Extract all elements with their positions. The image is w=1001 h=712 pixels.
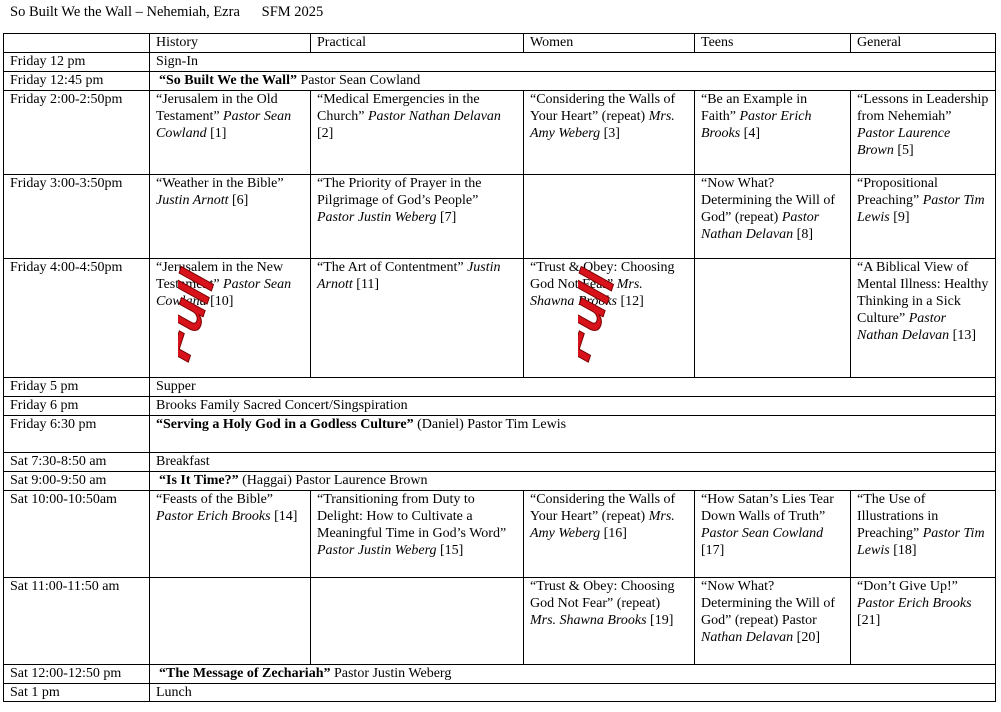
session-speaker: Pastor Sean Cowland <box>156 277 292 309</box>
session-number: [4] <box>740 126 760 141</box>
session-cell <box>695 491 851 578</box>
empty-cell <box>311 578 524 665</box>
session-speaker: Pastor Justin Weberg <box>317 210 437 225</box>
session-cell <box>851 91 996 175</box>
session-title: “Trust & Obey: Choosing God Not Fear” (repeat) <box>530 579 675 611</box>
session-title: “Transitioning from Duty to Delight: How to Cultivate a Meaningful Time in God’s Word” <box>317 492 507 541</box>
row-sat-10am <box>4 491 996 578</box>
session-speaker: Pastor Sean Cowland <box>296 73 421 88</box>
event-cell: Breakfast <box>150 453 996 472</box>
session-title: “Don’t Give Up!” <box>857 579 958 594</box>
header-time <box>4 34 150 53</box>
document-title <box>10 4 323 21</box>
empty-cell <box>695 259 851 378</box>
session-title: “The Art of Contentment” <box>317 260 468 275</box>
session-title: “Lessons in Leadership from Nehemiah” <box>857 92 989 124</box>
session-cell <box>311 259 524 378</box>
event-cell: Lunch <box>150 684 996 702</box>
row-signin <box>4 53 996 72</box>
session-number: [5] <box>893 143 914 158</box>
session-speaker: Pastor Tim Lewis <box>857 193 985 225</box>
session-cell <box>851 175 996 259</box>
session-title: “Weather in the Bible” <box>156 176 284 191</box>
session-number: [10] <box>206 294 234 309</box>
time-cell: Friday 12:45 pm <box>4 72 150 91</box>
row-supper <box>4 378 996 397</box>
svg-text:Full: Full <box>578 264 626 365</box>
session-title: “A Biblical View of Mental Illness: Healthy Thinking in a Sick Culture” <box>857 260 989 326</box>
time-cell: Friday 12 pm <box>4 53 150 72</box>
session-cell <box>851 259 996 378</box>
session-speaker: Nathan Delavan <box>701 630 794 645</box>
session-title: “Jerusalem in the Old Testament” <box>156 92 278 124</box>
header-teens: Teens <box>695 34 851 53</box>
session-title: “Trust & Obey: Choosing God Not Fear” <box>530 260 675 292</box>
session-speaker: Pastor Erich Brooks <box>701 109 812 141</box>
session-title: “Is It Time?” <box>159 473 239 488</box>
event-cell: Sign-In <box>150 53 996 72</box>
empty-cell <box>150 578 311 665</box>
row-friday-3pm <box>4 175 996 259</box>
session-number: [9] <box>889 210 910 225</box>
session-cell <box>524 91 695 175</box>
empty-cell <box>524 175 695 259</box>
session-cell <box>524 259 695 378</box>
session-cell <box>311 91 524 175</box>
session-title: “Now What? Determining the Will of God” (repeat) <box>701 176 836 225</box>
session-title: “The Priority of Prayer in the Pilgrimage of God’s People” <box>317 176 482 208</box>
session-speaker: Pastor Sean Cowland <box>701 526 824 541</box>
session-number: [12] <box>616 294 644 309</box>
session-cell <box>150 491 311 578</box>
session-cell <box>311 175 524 259</box>
header-history: History <box>150 34 311 53</box>
row-lunch <box>4 684 996 702</box>
session-number: [18] <box>889 543 917 558</box>
session-title: “Serving a Holy God in a Godless Culture” <box>156 417 414 432</box>
time-cell: Sat 1 pm <box>4 684 150 702</box>
session-number: [3] <box>600 126 620 141</box>
session-cell <box>150 91 311 175</box>
session-cell <box>695 91 851 175</box>
session-number: [6] <box>228 193 249 208</box>
session-title: “Feasts of the Bible” <box>156 492 274 507</box>
session-cell <box>695 578 851 665</box>
title-text: So Built We the Wall – Nehemiah, Ezra <box>10 4 240 20</box>
session-speaker: Mrs. Amy Weberg <box>530 509 675 541</box>
session-title: “Considering the Walls of Your Heart” (repeat) <box>530 92 676 124</box>
header-women: Women <box>524 34 695 53</box>
session-speaker: Pastor Erich Brooks <box>156 509 271 524</box>
session-cell <box>851 578 996 665</box>
session-number: [7] <box>436 210 457 225</box>
time-cell: Sat 9:00-9:50 am <box>4 472 150 491</box>
time-cell: Friday 5 pm <box>4 378 150 397</box>
plenary-cell <box>150 416 996 453</box>
session-speaker: Pastor Sean Cowland <box>156 109 292 141</box>
row-sat-11am <box>4 578 996 665</box>
session-cell <box>524 491 695 578</box>
session-number: [8] <box>793 227 813 242</box>
header-practical: Practical <box>311 34 524 53</box>
row-friday-2pm <box>4 91 996 175</box>
session-number: [15] <box>436 543 464 558</box>
time-cell: Sat 12:00-12:50 pm <box>4 665 150 684</box>
session-title: “Medical Emergencies in the Church” <box>317 92 480 124</box>
row-evening-session <box>4 416 996 453</box>
session-speaker: (Haggai) Pastor Laurence Brown <box>238 473 428 488</box>
time-cell: Sat 7:30-8:50 am <box>4 453 150 472</box>
time-cell: Friday 6:30 pm <box>4 416 150 453</box>
time-cell: Friday 6 pm <box>4 397 150 416</box>
session-number: [2] <box>317 126 334 141</box>
row-sat-9am <box>4 472 996 491</box>
session-title: “Jerusalem in the New Testament” <box>156 260 284 292</box>
session-number: [21] <box>857 613 881 628</box>
session-title: “Propositional Preaching” <box>857 176 938 208</box>
session-number: [1] <box>206 126 227 141</box>
time-cell: Friday 2:00-2:50pm <box>4 91 150 175</box>
session-cell <box>311 491 524 578</box>
session-number: [14] <box>270 509 298 524</box>
row-opening-session <box>4 72 996 91</box>
session-title: “How Satan’s Lies Tear Down Walls of Truth” <box>701 492 834 524</box>
event-cell: Brooks Family Sacred Concert/Singspiration <box>150 397 996 416</box>
session-title: “The Message of Zechariah” <box>159 666 331 681</box>
session-title: “So Built We the Wall” <box>159 73 297 88</box>
row-friday-4pm <box>4 259 996 378</box>
session-speaker: Mrs. Shawna Brooks <box>530 613 647 628</box>
session-speaker: Pastor Erich Brooks <box>857 596 972 611</box>
svg-text:Full: Full <box>178 264 226 365</box>
session-cell <box>150 175 311 259</box>
session-speaker: Pastor Nathan Delavan <box>367 109 501 124</box>
session-number: [19] <box>646 613 674 628</box>
time-cell: Sat 10:00-10:50am <box>4 491 150 578</box>
session-title: “Considering the Walls of Your Heart” (repeat) <box>530 492 676 524</box>
header-general: General <box>851 34 996 53</box>
session-speaker: Pastor Justin Weberg <box>317 543 437 558</box>
session-number: [20] <box>793 630 820 645</box>
session-speaker: Pastor Nathan Delavan <box>857 311 950 343</box>
plenary-cell <box>150 72 996 91</box>
event-label: SFM 2025 <box>261 4 324 20</box>
session-title: “The Use of Illustrations in Preaching” <box>857 492 939 541</box>
session-speaker: Pastor Nathan Delavan <box>701 210 820 242</box>
event-cell: Supper <box>150 378 996 397</box>
session-number: [16] <box>600 526 627 541</box>
session-speaker: Justin Arnott <box>317 260 501 292</box>
time-cell: Friday 3:00-3:50pm <box>4 175 150 259</box>
plenary-cell <box>150 472 996 491</box>
row-breakfast <box>4 453 996 472</box>
session-number: [17] <box>701 543 725 558</box>
session-speaker: Mrs. Shawna Brooks <box>530 277 643 309</box>
header-row <box>4 34 996 53</box>
session-cell <box>524 578 695 665</box>
session-speaker: Mrs. Amy Weberg <box>530 109 675 141</box>
time-cell: Sat 11:00-11:50 am <box>4 578 150 665</box>
session-speaker: Pastor Tim Lewis <box>857 526 985 558</box>
row-concert <box>4 397 996 416</box>
session-cell <box>851 491 996 578</box>
session-speaker: Pastor Justin Weberg <box>330 666 452 681</box>
session-speaker: Pastor Laurence Brown <box>857 126 951 158</box>
row-sat-noon <box>4 665 996 684</box>
session-title: “Now What? Determining the Will of God” (repeat) Pastor <box>701 579 836 628</box>
session-speaker: (Daniel) Pastor Tim Lewis <box>413 417 567 432</box>
session-speaker: Justin Arnott <box>156 193 229 208</box>
session-cell <box>695 175 851 259</box>
schedule-table <box>3 33 996 702</box>
plenary-cell <box>150 665 996 684</box>
session-number: [11] <box>352 277 380 292</box>
session-number: [13] <box>949 328 976 343</box>
session-title: “Be an Example in Faith” <box>701 92 808 124</box>
time-cell: Friday 4:00-4:50pm <box>4 259 150 378</box>
session-cell <box>150 259 311 378</box>
